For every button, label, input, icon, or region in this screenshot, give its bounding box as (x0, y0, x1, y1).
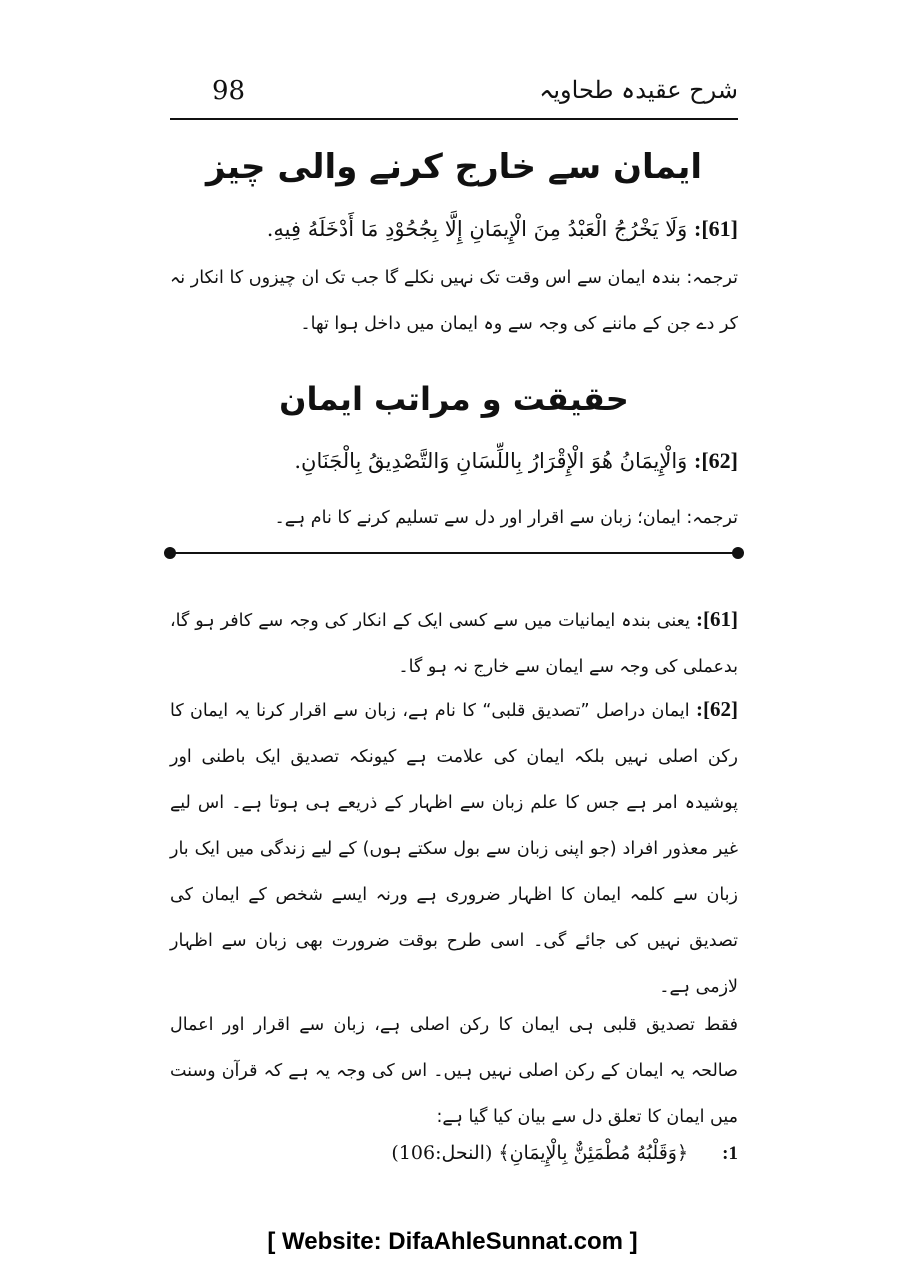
commentary-62 (170, 686, 738, 1010)
arabic-text-61 (170, 216, 738, 242)
commentary-paragraph-3: فقط تصدیق قلبی ہی ایمان کا رکن اصلی ہے، زبان سے اقرار اور اعمال صالحہ یہ ایمان کے رکن اصلی نہیں ہیں۔ اس کی وجہ یہ ہے کہ قرآن وسنت میں ایمان کا تعلق دل سے بیان کیا گیا ہے: (170, 1015, 738, 1127)
commentary-label-62: [62]: (695, 697, 738, 721)
translation-62: ترجمہ: ایمان؛ زبان سے اقرار اور دل سے تسلیم کرنے کا نام ہے۔ (274, 508, 738, 528)
website-footer: [ Website: DifaAhleSunnat.com ] (267, 1228, 638, 1255)
commentary-text-62: ایمان دراصل ”تصدیق قلبی“ کا نام ہے، زبان سے اقرار کرنا یہ ایمان کا رکن اصلی نہیں بلکہ ایمان کی علامت ہے کیونکہ تصدیق ایک باطنی اور پوشیدہ امر ہے جس کا علم زبان سے اظہار کے ذریعے ہی ہوتا ہے۔ اس لیے غیر معذور افراد (جو اپنی زبان سے بول سکتے ہوں) کے لیے زندگی میں ایک بار زبان سے کلمہ ایمان کا اظہار ضروری ہے ورنہ ایسے شخص کے ایمان کی تصدیق نہیں کی جائے گی۔ اسی طرح بوقت ضرورت بھی زبان سے اظہار لازمی ہے۔ (170, 701, 738, 997)
ref-number-62: [62]: (694, 448, 738, 473)
divider-line (170, 552, 738, 554)
section-heading-1: ایمان سے خارج کرنے والی چیز (206, 147, 702, 187)
section-heading-2: حقیقت و مراتب ایمان (279, 380, 629, 418)
quran-quote-1 (170, 1142, 738, 1165)
quote-reference: (النحل:106) (391, 1142, 493, 1164)
divider-dot-right (732, 547, 744, 559)
quote-text: ﴿وَقَلْبُهُ مُطْمَئِنٌّ بِالْإِيمَانِ﴾ (492, 1142, 689, 1164)
page-header (170, 72, 738, 120)
commentary-label-61: [61]: (695, 607, 738, 631)
commentary-61 (170, 596, 738, 690)
divider-dot-left (164, 547, 176, 559)
book-title: شرح عقیدہ طحاویہ (539, 76, 738, 104)
quote-number: 1: (722, 1143, 738, 1164)
arabic-line-61: وَلَا يَخْرُجُ الْعَبْدُ مِنَ الْإِيمَانِ إِلَّا بِجُحُوْدِ مَا أَدْخَلَهُ فِيهِ. (266, 217, 688, 241)
page-number: 98 (212, 76, 246, 106)
arabic-line-62: وَالْإِيمَانُ هُوَ الْإِقْرَارُ بِاللِّسَانِ وَالتَّصْدِيقُ بِالْجَنَانِ. (294, 449, 688, 473)
arabic-text-62 (170, 448, 738, 474)
ref-number-61: [61]: (694, 216, 738, 241)
translation-61: ترجمہ: بندہ ایمان سے اس وقت تک نہیں نکلے گا جب تک ان چیزوں کا انکار نہ کر دے جن کے ماننے کی وجہ سے وہ ایمان میں داخل ہوا تھا۔ (170, 268, 738, 334)
commentary-text-61: یعنی بندہ ایمانیات میں سے کسی ایک کے انکار کی وجہ سے کافر ہو گا، بدعملی کی وجہ سے ایمان سے خارج نہ ہو گا۔ (170, 611, 738, 677)
